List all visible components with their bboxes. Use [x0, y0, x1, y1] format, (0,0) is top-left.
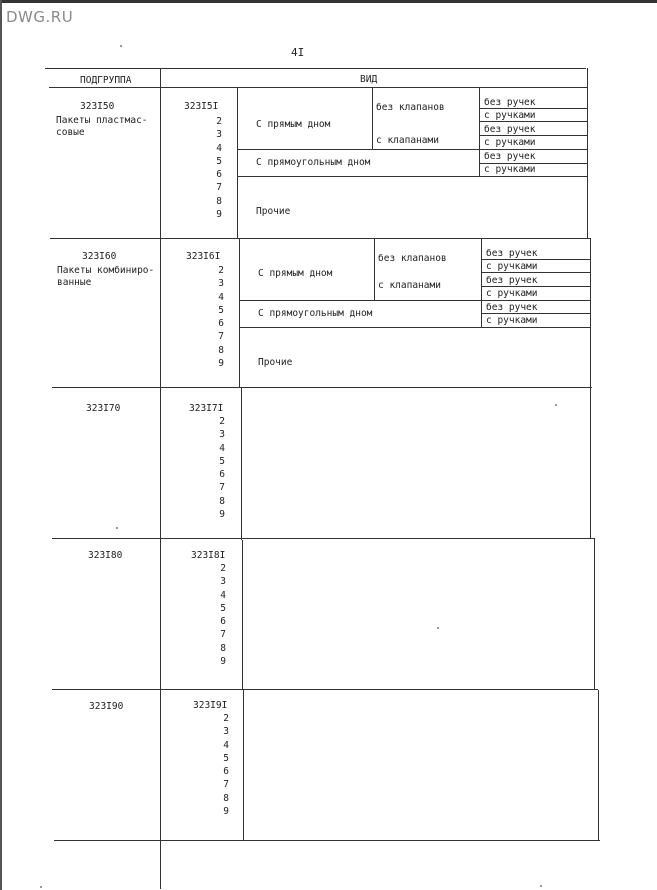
type-code: 3 [223, 726, 229, 738]
scan-speck [40, 886, 42, 888]
handle-option: с ручками [484, 164, 536, 175]
scan-speck [120, 45, 122, 47]
type-code-first: 323I9I [193, 700, 228, 711]
type-code: 2 [220, 563, 226, 574]
type-code: 7 [223, 779, 229, 791]
other-label: Прочие [256, 206, 291, 217]
column-divider-codes-5 [243, 690, 244, 840]
b1-rule-straight-bottom [238, 149, 587, 150]
type-code: 6 [216, 169, 222, 181]
type-code: 6 [218, 318, 224, 330]
type-code: 4 [220, 589, 226, 601]
straight-bottom-label: С прямым дном [256, 119, 331, 130]
page-number: 4I [291, 46, 305, 59]
subgroup-code: 323I70 [86, 403, 121, 414]
table-top-rule [45, 68, 586, 69]
type-code: 7 [220, 629, 226, 641]
type-code-list [176, 562, 226, 668]
type-code: 7 [219, 482, 225, 494]
rectangular-bottom-label: С прямоугольным дном [256, 157, 371, 168]
column-divider-codes-3 [241, 388, 242, 540]
watermark: DWG.RU [6, 8, 74, 26]
block-separator-4 [52, 689, 598, 690]
block-separator-1 [50, 238, 590, 239]
type-code: 7 [218, 331, 224, 343]
handle-option: без ручек [486, 248, 538, 259]
b2-rule-rect-bottom [240, 327, 590, 328]
subgroup-code: 323I80 [88, 550, 123, 561]
type-code: 3 [218, 278, 224, 290]
type-code: 5 [223, 752, 229, 764]
right-border-4 [598, 690, 599, 840]
scan-speck [555, 404, 557, 406]
type-code: 2 [216, 116, 222, 127]
block-separator-3 [52, 538, 595, 539]
without-valves-label: без клапанов [376, 102, 445, 113]
type-code: 9 [216, 209, 222, 221]
column-divider-codes-2 [239, 238, 240, 388]
handle-option: без ручек [484, 97, 536, 108]
type-code: 5 [220, 602, 226, 614]
handle-option: с ручками [484, 137, 536, 148]
column-divider-codes-4 [242, 540, 243, 690]
b1-divider-valves [372, 88, 373, 149]
type-code: 9 [219, 509, 225, 521]
type-code: 6 [223, 766, 229, 778]
handle-option: с ручками [486, 261, 538, 272]
type-code: 2 [218, 265, 224, 276]
handle-option: без ручек [484, 151, 536, 162]
type-code: 9 [218, 358, 224, 370]
type-code: 3 [219, 429, 225, 441]
type-code: 6 [219, 469, 225, 481]
block-separator-2 [52, 387, 592, 388]
type-code: 3 [216, 129, 222, 141]
header-bottom-rule [49, 87, 587, 88]
type-code: 2 [219, 416, 225, 427]
subgroup-code: 323I60 [82, 251, 117, 262]
type-code: 9 [223, 806, 229, 818]
rectangular-bottom-label: С прямоугольным дном [258, 308, 373, 319]
scan-border-top [0, 0, 657, 3]
handle-option: без ручек [486, 275, 538, 286]
handle-option: с ручками [484, 110, 536, 121]
b2-rule-straight-bottom [240, 300, 590, 301]
without-valves-label: без клапанов [378, 253, 447, 264]
column-divider-subgroup [160, 69, 161, 889]
right-border-1 [587, 68, 588, 238]
type-code: 9 [220, 656, 226, 668]
with-valves-label: с клапанами [378, 280, 441, 291]
type-code: 8 [216, 195, 222, 207]
scan-speck [437, 627, 439, 629]
other-label: Прочие [258, 357, 293, 368]
type-code: 8 [219, 495, 225, 507]
header-kind: ВИД [360, 74, 378, 85]
with-valves-label: с клапанами [376, 135, 439, 146]
scan-border-left [0, 0, 2, 890]
type-code-list [172, 115, 222, 221]
type-code: 5 [219, 455, 225, 467]
header-subgroup: ПОДГРУППА [80, 75, 132, 86]
type-code: 6 [220, 616, 226, 628]
column-divider-codes-1 [237, 88, 238, 238]
type-code-list [174, 264, 224, 370]
subgroup-description: Пакеты пластмас- совые [56, 115, 148, 138]
type-code: 4 [223, 739, 229, 751]
type-code-first: 323I7I [189, 403, 224, 414]
type-code: 3 [220, 576, 226, 588]
type-code: 5 [216, 155, 222, 167]
type-code-list [179, 712, 229, 818]
type-code: 7 [216, 182, 222, 194]
type-code: 5 [218, 304, 224, 316]
type-code-list [175, 415, 225, 521]
type-code: 8 [218, 344, 224, 356]
handle-option: с ручками [486, 288, 538, 299]
type-code: 4 [219, 442, 225, 454]
block-separator-5 [54, 840, 600, 841]
straight-bottom-label: С прямым дном [258, 268, 333, 279]
subgroup-code: 323I50 [80, 101, 115, 112]
handle-option: с ручками [486, 315, 538, 326]
type-code: 2 [223, 713, 229, 724]
b1-rule-rect-bottom [238, 176, 587, 177]
b2-divider-valves [374, 238, 375, 300]
type-code-first: 323I5I [184, 101, 219, 112]
right-border-2 [590, 238, 591, 538]
type-code-first: 323I8I [191, 550, 226, 561]
type-code: 4 [218, 291, 224, 303]
type-code: 8 [220, 642, 226, 654]
scan-speck [116, 527, 118, 529]
subgroup-description: Пакеты комбиниро- ванные [57, 265, 155, 288]
type-code-first: 323I6I [186, 251, 221, 262]
handle-option: без ручек [486, 302, 538, 313]
type-code: 8 [223, 792, 229, 804]
type-code: 4 [216, 142, 222, 154]
right-border-3 [594, 538, 595, 690]
scan-speck [540, 885, 542, 887]
handle-option: без ручек [484, 124, 536, 135]
subgroup-code: 323I90 [89, 701, 124, 712]
